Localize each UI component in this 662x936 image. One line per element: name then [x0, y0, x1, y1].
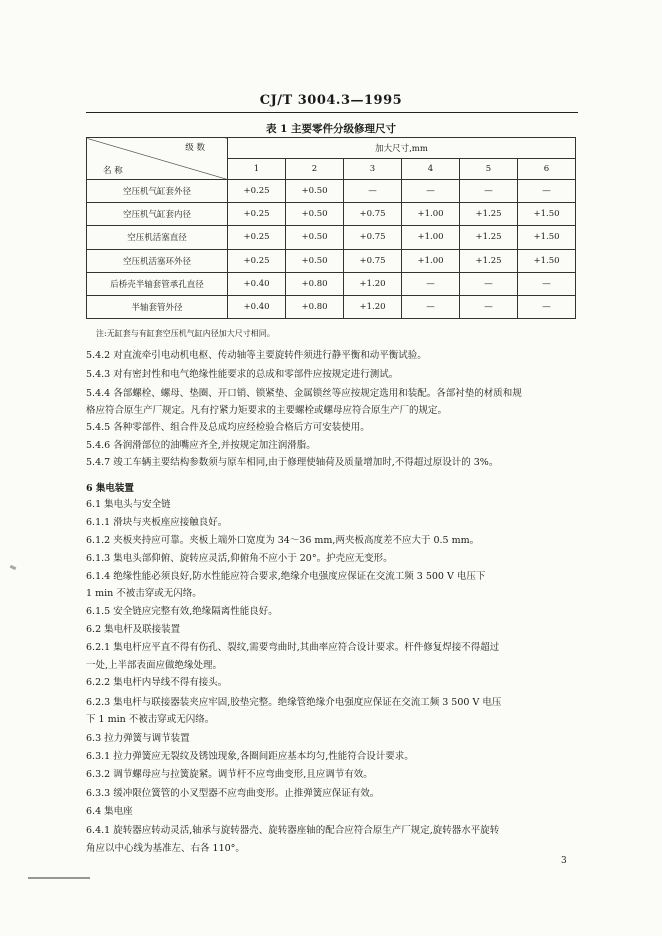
body-line: 一处,上半部表面应做绝缘处理。 — [86, 660, 223, 671]
size-cell: — — [518, 295, 576, 318]
size-cell: +1.00 — [402, 249, 460, 272]
size-header: 加大尺寸,mm — [228, 138, 576, 159]
table-row — [87, 295, 576, 318]
part-name-cell: 空压机气缸套内径 — [87, 203, 228, 226]
body-line: 5.4.4 各部螺栓、螺母、垫圈、开口销、锁紧垫、金属锁丝等应按规定选用和装配。各部衬垫的材质和规 — [86, 388, 522, 399]
scan-artifact — [28, 877, 90, 879]
body-line: 6.4 集电座 — [86, 806, 133, 817]
section-heading: 6 集电装置 — [86, 483, 134, 494]
size-cell: +0.50 — [286, 203, 344, 226]
size-cell: +1.25 — [460, 226, 518, 249]
table-row — [87, 226, 576, 249]
size-cell: +1.50 — [518, 203, 576, 226]
size-cell: — — [460, 180, 518, 203]
size-cell: +0.50 — [286, 180, 344, 203]
table-row — [87, 203, 576, 226]
table-row — [87, 249, 576, 272]
body-line: 6.1.5 安全链应完整有效,绝缘隔离性能良好。 — [86, 606, 278, 617]
size-cell: +0.25 — [228, 249, 286, 272]
size-cell: +0.75 — [344, 203, 402, 226]
size-cell: +1.00 — [402, 226, 460, 249]
size-cell: +1.50 — [518, 249, 576, 272]
size-cell: +1.50 — [518, 226, 576, 249]
table-caption: 表 1 主要零件分级修理尺寸 — [265, 123, 397, 135]
part-name-cell: 半轴套管外径 — [87, 295, 228, 318]
grade-cell: 2 — [286, 159, 344, 180]
size-cell: — — [518, 272, 576, 295]
size-cell: +0.25 — [228, 226, 286, 249]
header-rule — [86, 112, 578, 113]
size-cell: +0.25 — [228, 203, 286, 226]
scan-artifact — [10, 565, 17, 570]
size-cell: +0.50 — [286, 249, 344, 272]
part-name-cell: 后桥壳半轴套管承孔直径 — [87, 272, 228, 295]
body-line: 5.4.7 竣工车辆主要结构参数须与原车相同,由于修理使轴荷及质量增加时,不得超过原设计的 3%。 — [86, 457, 499, 468]
body-line: 6.2.3 集电杆与联接器装夹应牢固,胶垫完整。绝缘管绝缘介电强度应保证在交流工频 3 500 V 电压 — [86, 697, 502, 708]
standard-code: CJ/T 3004.3—1995 — [259, 93, 403, 108]
grade-cell: 6 — [518, 159, 576, 180]
table-row — [87, 272, 576, 295]
part-name-cell: 空压机活塞环外径 — [87, 249, 228, 272]
size-cell: +0.80 — [286, 295, 344, 318]
body-line: 5.4.6 各润滑部位的油嘴应齐全,并按规定加注润滑脂。 — [86, 440, 316, 451]
body-line: 6.2.1 集电杆应平直不得有伤孔、裂纹,需要弯曲时,其曲率应符合设计要求。杆件修复焊接不得超过 — [86, 642, 500, 653]
size-cell: +0.75 — [344, 249, 402, 272]
body-line: 6.2 集电杆及联接装置 — [86, 624, 181, 635]
size-cell: +1.20 — [344, 272, 402, 295]
size-cell: — — [460, 272, 518, 295]
body-line: 5.4.5 各种零部件、组合件及总成均应经检验合格后方可安装使用。 — [86, 422, 370, 433]
body-line: 6.3.2 调节螺母应与拉簧旋紧。调节杆不应弯曲变形,且应调节有效。 — [86, 769, 373, 780]
grade-label: 级 数 — [185, 143, 205, 153]
table-row — [87, 180, 576, 203]
part-name-cell: 空压机活塞直径 — [87, 226, 228, 249]
body-line: 角应以中心线为基准左、右各 110°。 — [86, 843, 245, 854]
size-cell: — — [402, 272, 460, 295]
body-line: 6.1.2 夹板夹持应可靠。夹板上端外口宽度为 34～36 mm,两夹板高度差不应大于 0.5 mm。 — [86, 535, 480, 546]
size-cell: — — [518, 180, 576, 203]
size-cell: +0.25 — [228, 180, 286, 203]
body-line: 6.1.4 绝缘性能必须良好,防水性能应符合要求,绝缘介电强度应保证在交流工频 3 500 V 电压下 — [86, 571, 486, 582]
body-line: 下 1 min 不被击穿或无闪络。 — [86, 714, 215, 725]
size-cell: +0.80 — [286, 272, 344, 295]
grade-cell: 5 — [460, 159, 518, 180]
part-name-cell: 空压机气缸套外径 — [87, 180, 228, 203]
page-number: 3 — [561, 856, 567, 866]
size-cell: — — [460, 295, 518, 318]
size-cell: +0.40 — [228, 295, 286, 318]
size-cell: +1.20 — [344, 295, 402, 318]
body-line: 6.1 集电头与安全链 — [86, 499, 171, 510]
grade-cell: 1 — [228, 159, 286, 180]
body-line: 6.3.3 缓冲限位簧管的小叉型器不应弯曲变形。止推弹簧应保证有效。 — [86, 788, 380, 799]
size-cell: +0.40 — [228, 272, 286, 295]
table-corner-header — [87, 138, 228, 180]
body-line: 6.3 拉力弹簧与调节装置 — [86, 733, 190, 744]
size-cell: +0.75 — [344, 226, 402, 249]
size-cell: +1.00 — [402, 203, 460, 226]
body-line: 6.2.2 集电杆内导线不得有接头。 — [86, 677, 228, 688]
grade-cell: 3 — [344, 159, 402, 180]
name-label: 名 称 — [103, 166, 123, 176]
body-line: 6.1.3 集电头部仰俯、旋转应灵活,仰俯角不应小于 20°。护壳应无变形。 — [86, 553, 393, 564]
body-line: 格应符合原生产厂规定。凡有拧紧力矩要求的主要螺栓或螺母应符合原生产厂的规定。 — [86, 405, 448, 416]
body-line: 5.4.2 对直流牵引电动机电枢、传动轴等主要旋转件须进行静平衡和动平衡试验。 — [86, 350, 427, 361]
size-cell: — — [402, 180, 460, 203]
body-line: 6.1.1 滑块与夹板座应接触良好。 — [86, 517, 228, 528]
grade-cell: 4 — [402, 159, 460, 180]
repair-size-table — [86, 137, 576, 319]
size-cell: — — [344, 180, 402, 203]
size-cell: +1.25 — [460, 203, 518, 226]
body-line: 6.4.1 旋转器应转动灵活,轴承与旋转器壳、旋转器座轴的配合应符合原生产厂规定,旋转器水平旋转 — [86, 825, 500, 836]
body-line: 5.4.3 对有密封性和电气绝缘性能要求的总成和零部件应按规定进行测试。 — [86, 369, 399, 380]
size-cell: +0.50 — [286, 226, 344, 249]
size-cell: +1.25 — [460, 249, 518, 272]
body-line: 1 min 不被击穿或无闪络。 — [86, 588, 202, 599]
size-cell: — — [402, 295, 460, 318]
body-line: 6.3.1 拉力弹簧应无裂纹及锈蚀现象,各圈间距应基本均匀,性能符合设计要求。 — [86, 751, 414, 762]
table-note: 注:无缸套与有缸套空压机气缸内径加大尺寸相同。 — [96, 329, 275, 338]
